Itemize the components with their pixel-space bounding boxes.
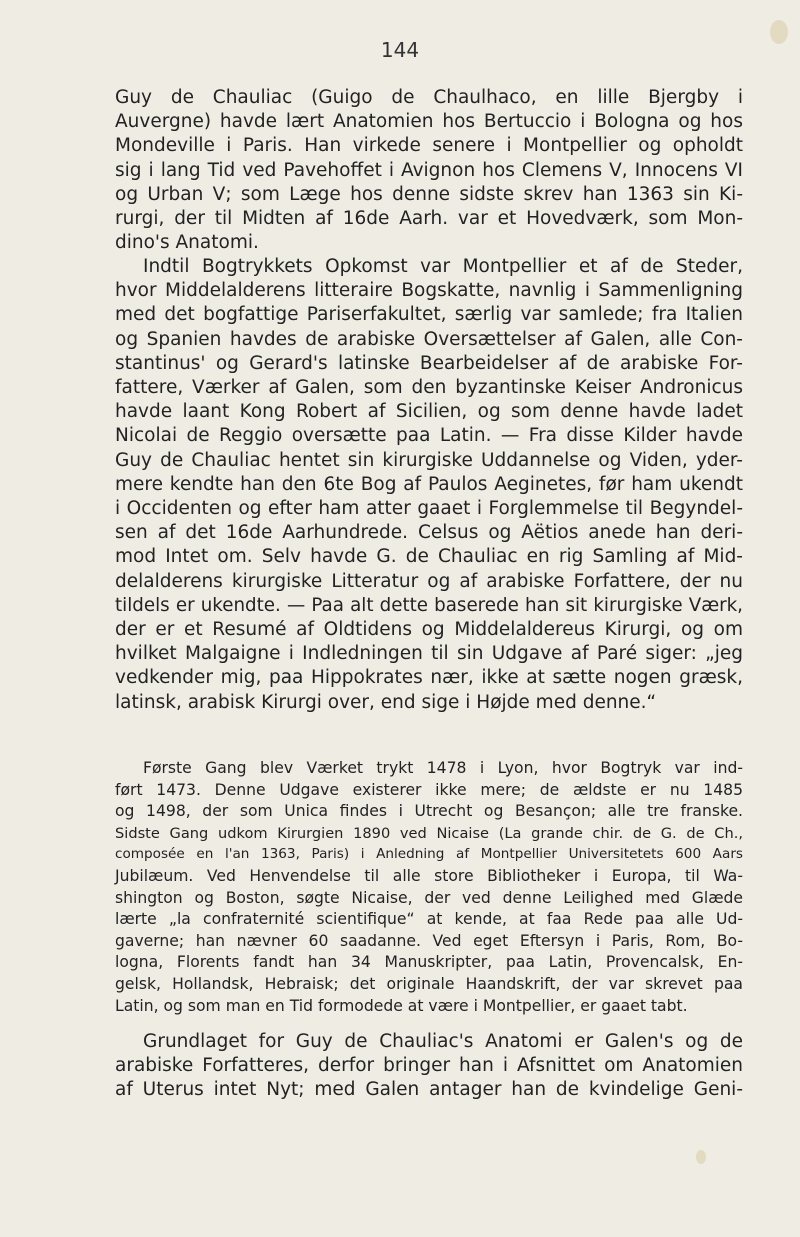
- text-line: gelsk, Hollandsk, Hebraisk; det originale Haandskrift, der var skrevet paa: [115, 974, 743, 993]
- paragraph-4: [115, 1030, 743, 1103]
- paragraph-1: [115, 86, 743, 255]
- text-line: ført 1473. Denne Udgave existerer ikke mere; de ældste er nu 1485: [115, 780, 743, 799]
- text-line: latinsk, arabisk Kirurgi over, end sige i Højde med denne.“: [115, 691, 657, 713]
- text-line: dino's Anatomi.: [115, 232, 259, 254]
- text-line: i Occidenten og efter ham atter gaaet i Forglemmelse til Begyndel-: [115, 498, 743, 520]
- text-line: Auvergne) havde lært Anatomien hos Bertuccio i Bologna og hos: [115, 111, 743, 133]
- text-line: composée en l'an 1363, Paris) i Anledning af Montpellier Universitetets 600 Aars: [115, 846, 743, 863]
- text-line: og Spanien havdes de arabiske Oversættelser af Galen, alle Con-: [115, 328, 743, 350]
- footnote-paragraph: [115, 758, 743, 1017]
- text-line: Jubilæum. Ved Henvendelse til alle store Bibliotheker i Europa, til Wa-: [115, 866, 743, 885]
- text-line: hvilket Malgaigne i Indledningen til sin Udgave af Paré siger: „jeg: [115, 643, 743, 665]
- page-number: 144: [380, 38, 420, 62]
- text-line: havde laant Kong Robert af Sicilien, og som denne havde ladet: [115, 401, 743, 423]
- text-line: rurgi, der til Midten af 16de Aarh. var et Hovedværk, som Mon-: [115, 208, 743, 230]
- text-line: Nicolai de Reggio oversætte paa Latin. — Fra disse Kilder havde: [115, 425, 743, 447]
- text-line: Første Gang blev Værket trykt 1478 i Lyon, hvor Bogtryk var ind-: [143, 759, 743, 777]
- text-line: Mondeville i Paris. Han virkede senere i Montpellier og opholdt: [115, 135, 743, 157]
- text-line: med det bogfattige Pariserfakultet, særlig var samlede; fra Italien: [115, 304, 743, 326]
- text-line: Guy de Chauliac (Guigo de Chaulhaco, en lille Bjergby i: [115, 87, 743, 108]
- text-line: hvor Middelalderens litteraire Bogskatte, navnlig i Sammenligning: [115, 280, 743, 302]
- text-line: Grundlaget for Guy de Chauliac's Anatomi er Galen's og de: [143, 1031, 743, 1052]
- text-line: stantinus' og Gerard's latinske Bearbeidelser af de arabiske For-: [115, 352, 743, 374]
- paragraph-2: [115, 255, 743, 715]
- text-line: Guy de Chauliac hentet sin kirurgiske Uddannelse og Viden, yder-: [115, 449, 743, 471]
- text-line: delalderens kirurgiske Litteratur og af arabiske Forfattere, der nu: [115, 570, 743, 592]
- text-line: sen af det 16de Aarhundrede. Celsus og Aëtios anede han deri-: [115, 522, 743, 544]
- text-line: mod Intet om. Selv havde G. de Chauliac en rig Samling af Mid-: [115, 546, 743, 568]
- text-line: gaverne; han nævner 60 saadanne. Ved eget Eftersyn i Paris, Rom, Bo-: [115, 931, 743, 950]
- text-line: logna, Florents fandt han 34 Manuskripter, paa Latin, Provencalsk, En-: [115, 953, 743, 972]
- text-line: lærte „la confraternité scientifique“ at kende, at faa Rede paa alle Ud-: [115, 910, 743, 929]
- text-line: der er et Resumé af Oldtidens og Middelaldereus Kirurgi, og om: [115, 619, 743, 641]
- text-line: mere kendte han den 6te Bog af Paulos Aeginetes, før ham ukendt: [115, 473, 743, 495]
- text-line: og 1498, der som Unica findes i Utrecht og Besançon; alle tre franske.: [115, 802, 743, 821]
- text-line: Latin, og som man en Tid formodede at være i Montpellier, er gaaet tabt.: [115, 996, 688, 1015]
- text-line: Sidste Gang udkom Kirurgien 1890 ved Nicaise (La grande chir. de G. de Ch.,: [115, 824, 743, 842]
- text-line: af Uterus intet Nyt; med Galen antager han de kvindelige Geni-: [115, 1079, 743, 1101]
- text-line: shington og Boston, søgte Nicaise, der ved denne Leilighed med Glæde: [115, 888, 743, 907]
- text-line: Indtil Bogtrykkets Opkomst var Montpellier et af de Steder,: [143, 256, 743, 277]
- text-line: og Urban V; som Læge hos denne sidste skrev han 1363 sin Ki-: [115, 183, 743, 205]
- text-line: vedkender mig, paa Hippokrates nær, ikke at sætte nogen græsk,: [115, 667, 743, 689]
- text-line: arabiske Forfatteres, derfor bringer han i Afsnittet om Anatomien: [115, 1055, 743, 1077]
- text-line: sig i lang Tid ved Pavehoffet i Avignon hos Clemens V, Innocens VI: [115, 159, 743, 181]
- text-line: fattere, Værker af Galen, som den byzantinske Keiser Andronicus: [115, 377, 743, 399]
- text-line: tildels er ukendte. — Paa alt dette baserede han sit kirurgiske Værk,: [115, 594, 743, 616]
